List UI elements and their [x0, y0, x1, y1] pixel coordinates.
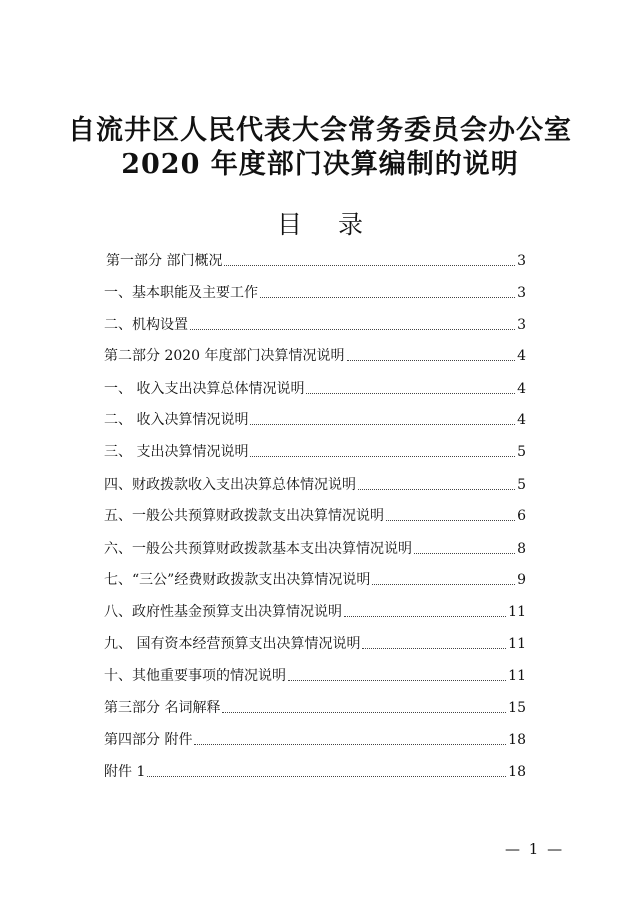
toc-entry-label: 十、其他重要事项的情况说明	[104, 668, 286, 684]
toc-entry-page: 3	[517, 253, 526, 269]
toc-leader-dots	[358, 488, 515, 490]
toc-leader-dots	[190, 328, 515, 330]
toc-leader-dots	[260, 296, 515, 298]
toc-entry[interactable]	[104, 731, 526, 749]
toc-entry-page: 18	[508, 732, 526, 748]
toc-entry[interactable]	[104, 443, 526, 461]
toc-entry-page: 5	[517, 444, 526, 460]
toc-entry-page: 9	[517, 572, 526, 588]
toc-entry-label: 第四部分 附件	[104, 732, 193, 748]
toc-leader-dots	[250, 423, 515, 425]
page-number: — 1 —	[505, 840, 565, 858]
toc-entry[interactable]	[104, 571, 526, 589]
toc-entry[interactable]	[104, 635, 526, 653]
toc-leader-dots	[362, 647, 506, 649]
toc-entry-label: 九、 国有资本经营预算支出决算情况说明	[104, 636, 361, 652]
toc-heading: 目 录	[277, 210, 377, 239]
toc-entry-label: 三、 支出决算情况说明	[104, 444, 249, 460]
toc-entry-label: 四、财政拨款收入支出决算总体情况说明	[104, 477, 356, 493]
toc-entry-page: 3	[517, 285, 526, 301]
toc-leader-dots	[414, 552, 515, 554]
toc-entry-page: 5	[517, 477, 526, 493]
toc-entry-page: 4	[517, 412, 526, 428]
toc-leader-dots	[372, 583, 515, 585]
toc-entry[interactable]	[104, 540, 526, 558]
toc-entry-page: 15	[508, 700, 526, 716]
toc-leader-dots	[222, 711, 506, 713]
toc-entry[interactable]	[104, 411, 526, 429]
toc-entry[interactable]	[104, 667, 526, 685]
toc-entry-label: 二、 收入决算情况说明	[104, 412, 249, 428]
toc-entry-label: 一、基本职能及主要工作	[104, 285, 258, 301]
toc-leader-dots	[288, 679, 506, 681]
toc-entry-label: 一、 收入支出决算总体情况说明	[104, 381, 305, 397]
toc-entry-page: 8	[517, 541, 526, 557]
toc-entry-page: 11	[508, 636, 526, 652]
toc-entry-page: 6	[517, 508, 526, 524]
toc-entry[interactable]	[106, 252, 526, 270]
toc-leader-dots	[306, 392, 515, 394]
document-title-line2: 2020 年度部门决算编制的说明	[121, 149, 519, 180]
toc-entry-label: 二、机构设置	[104, 317, 188, 333]
toc-entry[interactable]	[104, 476, 526, 494]
toc-entry[interactable]	[104, 763, 526, 781]
toc-entry[interactable]	[104, 603, 526, 621]
toc-leader-dots	[147, 775, 506, 777]
toc-entry-page: 4	[517, 381, 526, 397]
toc-entry-page: 11	[508, 604, 526, 620]
toc-entry[interactable]	[104, 347, 526, 365]
toc-entry[interactable]	[104, 316, 526, 334]
toc-entry-label: 附件 1	[104, 764, 146, 780]
toc-entry-label: 第一部分 部门概况	[106, 253, 223, 269]
toc-leader-dots	[250, 455, 515, 457]
toc-entry-label: 七、“三公”经费财政拨款支出决算情况说明	[104, 572, 371, 588]
toc-entry-label: 第二部分 2020 年度部门决算情况说明	[104, 348, 345, 364]
toc-leader-dots	[194, 743, 506, 745]
toc-entry[interactable]	[104, 507, 526, 525]
toc-leader-dots	[344, 615, 506, 617]
toc-entry[interactable]	[104, 699, 526, 717]
toc-leader-dots	[386, 519, 515, 521]
toc-entry-page: 18	[508, 764, 526, 780]
toc-entry-label: 六、一般公共预算财政拨款基本支出决算情况说明	[104, 541, 412, 557]
toc-leader-dots	[224, 264, 515, 266]
toc-leader-dots	[347, 359, 516, 361]
toc-entry-page: 3	[517, 317, 526, 333]
toc-entry-label: 八、政府性基金预算支出决算情况说明	[104, 604, 342, 620]
toc-entry[interactable]	[104, 284, 526, 302]
document-title-line1: 自流井区人民代表大会常务委员会办公室	[68, 115, 572, 146]
toc-entry-label: 第三部分 名词解释	[104, 700, 221, 716]
toc-entry-label: 五、一般公共预算财政拨款支出决算情况说明	[104, 508, 384, 524]
toc-entry-page: 11	[508, 668, 526, 684]
toc-entry[interactable]	[104, 380, 526, 398]
toc-entry-page: 4	[517, 348, 526, 364]
